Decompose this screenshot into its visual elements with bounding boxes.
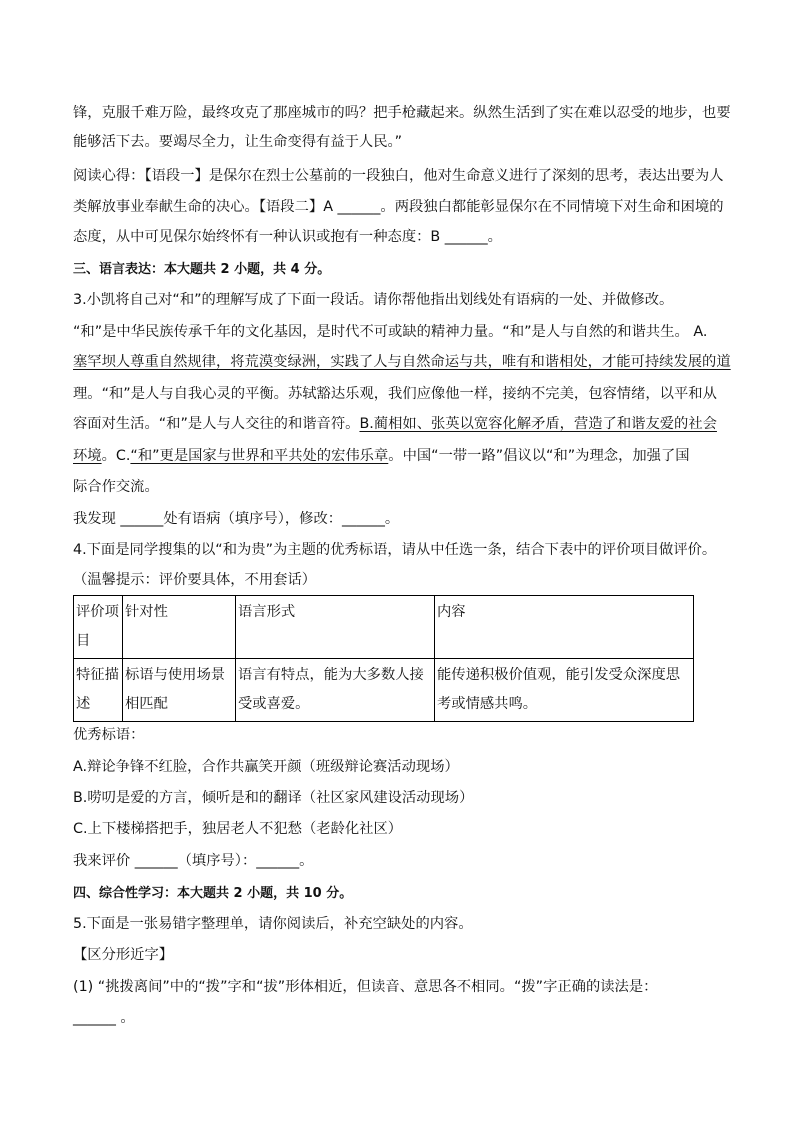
text-line: 锋，克服千难万险，最终攻克了那座城市的吗？把手枪藏起来。纵然生活到了实在难以忍受的地步，也要 — [73, 105, 731, 121]
question-4: 4.下面是同学搜集的以“和为贵”为主题的优秀标语，请从中任选一条，结合下表中的评价项目做评价。 — [73, 542, 717, 558]
table-cell: 针对性 — [123, 596, 236, 659]
table-cell: 内容 — [435, 596, 694, 659]
underlined-sentence-b: B.蔺相如、张英以宽容化解矛盾，营造了和谐友爱的社会 — [359, 416, 717, 432]
table-cell: 语言形式 — [236, 596, 435, 659]
table-cell: 特征描述 — [74, 659, 123, 722]
passage-line: “和”是中华民族传承千年的文化基因，是时代不可或缺的精神力量。“和”是人与自然的和谐共生。 A. — [73, 324, 708, 340]
tip-text: （温馨提示：评价要具体，不用套话） — [73, 572, 317, 588]
passage-line: 环境。C.“和”更是国家与世界和平共处的宏伟乐章。中国“一带一路”倡议以“和”为理念，加强了国 — [73, 448, 690, 464]
question-3: 3.小凯将自己对“和”的理解写成了下面一段话。请你帮他指出划线处有语病的一处、并做修改。 — [73, 292, 674, 308]
table-cell: 标语与使用场景相匹配 — [123, 659, 236, 722]
question-5: 5.下面是一张易错字整理单，请你阅读后，补充空缺处的内容。 — [73, 916, 473, 932]
slogan-option-b: B.唠叨是爱的方言，倾听是和的翻译（社区家风建设活动现场） — [73, 790, 474, 806]
underlined-sentence-c: “和”更是国家与世界和平共处的宏伟乐章 — [130, 448, 389, 464]
slogans-label: 优秀标语： — [73, 727, 145, 743]
passage-line: 容面对生活。“和”是人与人交往的和谐音符。B.蔺相如、张英以宽容化解矛盾，营造了和谐友爱的社会 — [73, 416, 717, 432]
question-5-1: (1) “挑拨离间”中的“拨”字和“拔”形体相近，但读音、意思各不相同。“拨”字正确的读法是： — [73, 979, 658, 995]
underlined-sentence-a: 塞罕坝人尊重自然规律，将荒漠变绿洲，实践了人与自然命运与共，唯有和谐相处，才能可持续发展的道 — [73, 354, 731, 370]
table-cell: 语言有特点，能为大多数人接受或喜爱。 — [236, 659, 435, 722]
text-line: 态度，从中可见保尔始终怀有一种认识或抱有一种态度：B ______。 — [73, 229, 502, 245]
evaluation-table — [73, 595, 694, 722]
text-line: 能够活下去。要竭尽全力，让生命变得有益于人民。” — [73, 134, 403, 150]
table-row — [74, 596, 694, 659]
answer-blank: ______ 。 — [73, 1010, 135, 1026]
section-heading: 三、语言表达：本大题共 2 小题，共 4 分。 — [73, 262, 331, 277]
table-row — [74, 659, 694, 722]
table-cell: 能传递积极价值观，能引发受众深度思考或情感共鸣。 — [435, 659, 694, 722]
subheading: 【区分形近字】 — [73, 947, 174, 963]
answer-line-4: 我来评价 ______（填序号）：______。 — [73, 853, 314, 869]
text-line: 阅读心得：【语段一】是保尔在烈士公墓前的一段独白，他对生命意义进行了深刻的思考，表达出要为人 — [73, 168, 724, 184]
answer-line-3: 我发现 ______处有语病（填序号），修改：______。 — [73, 511, 400, 527]
passage-line: 际合作交流。 — [73, 479, 159, 495]
passage-line: 理。“和”是人与自我心灵的平衡。苏轼豁达乐观，我们应像他一样，接纳不完美，包容情绪，以平和从 — [73, 386, 717, 402]
text-line: 类解放事业奉献生命的决心。【语段二】A ______。两段独白都能彰显保尔在不同情境下对生命和困境的 — [73, 199, 724, 215]
section-heading: 四、综合性学习：本大题共 2 小题，共 10 分。 — [73, 886, 353, 901]
slogan-option-a: A.辩论争锋不红脸，合作共赢笑开颜（班级辩论赛活动现场） — [73, 759, 459, 775]
slogan-option-c: C.上下楼梯搭把手，独居老人不犯愁（老龄化社区） — [73, 821, 403, 837]
table-cell: 评价项目 — [74, 596, 123, 659]
